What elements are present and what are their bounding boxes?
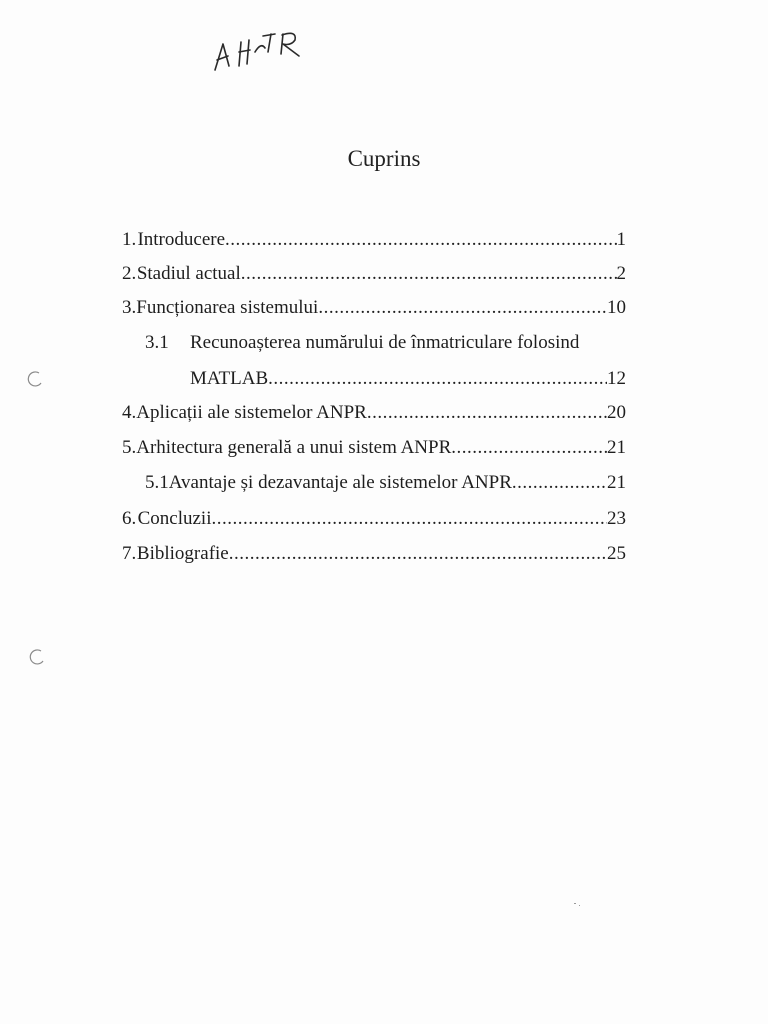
dot-leader <box>367 401 607 425</box>
page-title: Cuprins <box>347 146 421 171</box>
toc-entry-introducere <box>122 228 626 254</box>
toc-entry-label: MATLAB <box>190 368 269 389</box>
toc-entry-functionarea-sistemului <box>122 296 626 322</box>
toc-entry-label: Arhitectura generală a unui sistem ANPR <box>136 437 452 458</box>
dot-leader <box>268 367 607 391</box>
toc-entry-page: 10 <box>607 297 626 318</box>
toc-entry-stadiul-actual <box>122 262 626 288</box>
toc-entry-label: Avantaje și dezavantaje ale sistemelor ANPR <box>168 472 512 493</box>
dot-leader <box>451 436 607 460</box>
scan-speck <box>579 905 580 906</box>
toc-entry-label: Funcționarea sistemului <box>136 297 319 318</box>
toc-entry-label: Concluzii <box>137 508 212 529</box>
toc-entry-number: 1. <box>122 229 137 250</box>
toc-entry-label: Bibliografie <box>136 543 229 564</box>
dot-leader <box>512 471 607 495</box>
toc-entry-concluzii <box>122 507 626 533</box>
toc-entry-label: Stadiul actual <box>136 263 241 284</box>
toc-entry-page: 1 <box>616 229 626 250</box>
toc-entry-number: 6. <box>122 508 137 529</box>
toc-entry-label: Aplicații ale sistemelor ANPR <box>136 402 367 423</box>
toc-entry-number: 3. <box>122 297 137 318</box>
toc-entry-page: 25 <box>607 543 626 564</box>
toc-entry-number: 2. <box>122 263 137 284</box>
dot-leader <box>225 228 616 252</box>
toc-entry-label-line1: Recunoașterea numărului de înmatriculare folosind <box>190 332 580 353</box>
punch-hole-mark <box>26 370 44 388</box>
dot-leader <box>212 507 608 531</box>
toc-entry-page: 21 <box>607 472 626 493</box>
toc-entry-label: Introducere <box>137 229 226 250</box>
punch-hole-mark <box>28 648 46 666</box>
toc-entry-avantaje <box>145 471 626 497</box>
handwritten-annotation <box>205 22 320 84</box>
toc-entry-number: 5. <box>122 437 137 458</box>
toc-entry-page: 23 <box>607 508 626 529</box>
toc-entry-bibliografie <box>122 542 626 568</box>
toc-entry-arhitectura <box>122 436 626 462</box>
toc-entry-aplicatii <box>122 401 626 427</box>
toc-entry-number: 7. <box>122 543 137 564</box>
toc-entry-page: 20 <box>607 402 626 423</box>
toc-entry-page: 12 <box>607 368 626 389</box>
dot-leader <box>318 296 607 320</box>
toc-entry-page: 21 <box>607 437 626 458</box>
dot-leader <box>229 542 607 566</box>
toc-entry-page: 2 <box>616 263 626 284</box>
toc-entry-number: 3.1 <box>145 332 169 353</box>
toc-entry-number: 4. <box>122 402 137 423</box>
toc-entry-matlab <box>190 367 626 393</box>
toc-entry-number: 5.1 <box>145 472 169 493</box>
dot-leader <box>241 262 617 286</box>
scan-speck <box>574 903 576 904</box>
toc-subentry-3-1-first-line <box>145 331 579 355</box>
